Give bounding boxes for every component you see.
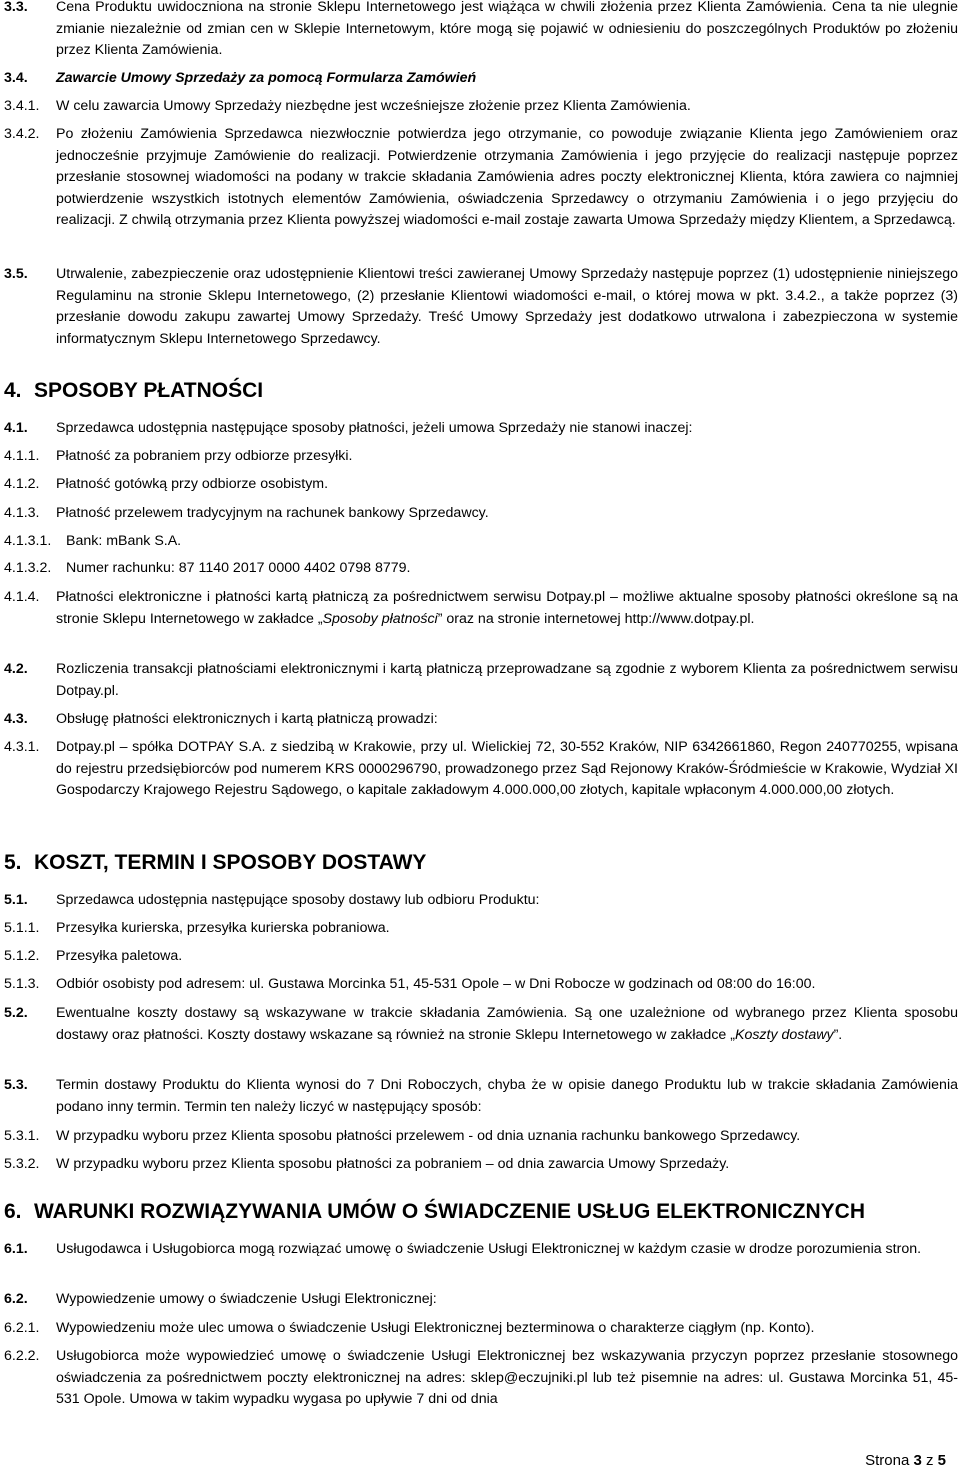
section-text: Cena Produktu uwidoczniona na stronie Sklepu Internetowego jest wiążąca w chwili złożenia przez Klienta Zamówienia. Cena ta nie ulegnie zmianie niezależnie od zmian cen w Sklepie Internetowym, które mogą się pojawić w odniesieniu do poszczególnych Produktów po złożeniu przez Klienta Zamówienia. xyxy=(56,0,958,59)
section-6-2 xyxy=(4,1289,958,1311)
section-5-1 xyxy=(4,890,958,912)
chapter-number: 4. xyxy=(4,379,22,402)
italic-term: Koszty dostawy xyxy=(734,1026,834,1043)
section-6-2-2 xyxy=(4,1346,958,1411)
section-text xyxy=(56,1003,958,1046)
chapter-4-heading xyxy=(4,378,958,404)
section-4-1-3-1 xyxy=(4,531,958,553)
section-4-1-2 xyxy=(4,474,958,496)
section-number: 6.2.1. xyxy=(4,1320,40,1336)
section-4-1 xyxy=(4,418,958,440)
section-4-3 xyxy=(4,709,958,731)
section-4-2 xyxy=(4,659,958,702)
page-footer xyxy=(865,1452,946,1470)
text-part: Płatności elektroniczne i płatności kartą płatniczą za pośrednictwem serwisu Dotpay.pl – możliwe aktualne sposoby płatności określone są na stronie Sklepu Internetowego w zakładce „ xyxy=(56,589,958,627)
section-text: Płatność gotówką przy odbiorze osobistym. xyxy=(56,476,329,492)
section-number: 3.4.2. xyxy=(4,126,40,142)
chapter-number: 6. xyxy=(4,1200,22,1223)
text-part: Ewentualne koszty dostawy są wskazywane w trakcie składania Zamówienia. Są one uzależnione od wybranego przez Klienta sposobu dostawy oraz płatności. Koszty dostawy wskazane są również na stronie Sklepu Internetowego w zakładce „ xyxy=(56,1005,958,1043)
section-5-3-1 xyxy=(4,1126,958,1148)
section-4-3-1 xyxy=(4,737,958,802)
section-5-1-3 xyxy=(4,974,958,996)
section-text: Rozliczenia transakcji płatnościami elektronicznymi i kartą płatniczą przeprowadzane są zgodnie z wyborem Klienta za pośrednictwem serwisu Dotpay.pl. xyxy=(56,661,958,699)
section-number: 4.1. xyxy=(4,420,28,436)
section-5-3 xyxy=(4,1075,958,1118)
section-5-1-1 xyxy=(4,918,958,940)
section-text: Termin dostawy Produktu do Klienta wynosi do 7 Dni Roboczych, chyba że w opisie danego Produktu lub w trakcie składania Zamówienia podano inny termin. Termin ten należy liczyć w następujący sposób: xyxy=(56,1077,958,1115)
section-title: Zawarcie Umowy Sprzedaży za pomocą Formularza Zamówień xyxy=(56,70,477,86)
section-number: 5.3.1. xyxy=(4,1128,40,1144)
section-4-1-3 xyxy=(4,503,958,525)
text-part: ” oraz na stronie internetowej http://www.dotpay.pl. xyxy=(437,610,755,627)
section-text: Sprzedawca udostępnia następujące sposoby płatności, jeżeli umowa Sprzedaży nie stanowi inaczej: xyxy=(56,420,693,436)
section-number: 6.1. xyxy=(4,1241,28,1257)
section-3-5 xyxy=(4,264,958,350)
section-text: Po złożeniu Zamówienia Sprzedawca niezwłocznie potwierdza jego otrzymanie, co powoduje związanie Klienta jego Zamówieniem oraz jednocześnie przyjmuje Zamówienie do realizacji. Potwierdzenie otrzymania Zamówienia i jego przyjęcie do realizacji następuje poprzez przesłanie stosownej wiadomości na podany w trakcie składania Zamówienia adres poczty elektronicznej Klienta, która zawiera co najmniej potwierdzenie wszystkich istotnych elementów Zamówienia, oświadczenia Sprzedawcy o otrzymaniu Zamówienia i o jego przyjęciu do realizacji. Z chwilą otrzymania przez Klienta powyższej wiadomości e-mail zostaje zawarta Umowa Sprzedaży między Klientem, a Sprzedawcą. xyxy=(56,126,958,229)
section-text: Bank: mBank S.A. xyxy=(66,533,182,549)
italic-term: Sposoby płatności xyxy=(322,610,438,627)
section-3-4-1 xyxy=(4,96,958,118)
section-text: Sprzedawca udostępnia następujące sposoby dostawy lub odbioru Produktu: xyxy=(56,892,540,908)
section-number: 5.3. xyxy=(4,1077,28,1093)
section-4-1-3-2 xyxy=(4,558,958,580)
page-sep: z xyxy=(925,1452,934,1469)
section-3-4-heading xyxy=(4,68,476,90)
section-text: Przesyłka paletowa. xyxy=(56,948,183,964)
section-text xyxy=(56,587,958,630)
section-5-1-2 xyxy=(4,946,958,968)
section-3-3 xyxy=(4,0,958,62)
section-text: Usługobiorca może wypowiedzieć umowę o świadczenie Usługi Elektronicznej bez wskazywania przyczyn poprzez przesłanie stosownego oświadczenia za pośrednictwem poczty elektronicznej na adres: sklep@eczujniki.pl lub też pisemnie na adres: ul. Gustawa Morcinka 51, 45-531 Opole. Umowa w takim wypadku wygasa po upływie 7 dni od dnia xyxy=(56,1348,958,1408)
section-number: 6.2.2. xyxy=(4,1348,40,1364)
section-text: W celu zawarcia Umowy Sprzedaży niezbędne jest wcześniejsze złożenie przez Klienta Zamówienia. xyxy=(56,98,691,114)
section-number: 4.1.3.1. xyxy=(4,533,52,549)
section-text: Wypowiedzeniu może ulec umowa o świadczenie Usługi Elektronicznej bezterminowa o charakterze ciągłym (np. Konto). xyxy=(56,1320,815,1336)
text-part: ”. xyxy=(833,1026,843,1043)
section-6-2-1 xyxy=(4,1318,958,1340)
section-number: 5.3.2. xyxy=(4,1156,40,1172)
section-number: 3.3. xyxy=(4,0,28,15)
section-number: 4.3.1. xyxy=(4,739,40,755)
chapter-title: SPOSOBY PŁATNOŚCI xyxy=(34,379,264,402)
section-number: 4.1.1. xyxy=(4,448,40,464)
section-text: Płatność przelewem tradycyjnym na rachunek bankowy Sprzedawcy. xyxy=(56,505,489,521)
section-number: 5.2. xyxy=(4,1005,28,1021)
section-number: 5.1.1. xyxy=(4,920,40,936)
section-number: 3.4.1. xyxy=(4,98,40,114)
section-number: 5.1. xyxy=(4,892,28,908)
section-5-2 xyxy=(4,1003,958,1046)
section-number: 4.1.2. xyxy=(4,476,40,492)
section-text: W przypadku wyboru przez Klienta sposobu płatności przelewem - od dnia uznania rachunku bankowego Sprzedawcy. xyxy=(56,1128,801,1144)
section-text: Dotpay.pl – spółka DOTPAY S.A. z siedzibą w Krakowie, przy ul. Wielickiej 72, 30-552 Kraków, NIP 6342661860, Regon 240770255, wpisana do rejestru przedsiębiorców pod numerem KRS 0000296790, prowadzonego przez Sąd Rejonowy Kraków-Śródmieście w Krakowie, Wydział XI Gospodarczy Krajowego Rejestru Sądowego, o kapitale zakładowym 4.000.000,00 złotych, kapitale wpłaconym 4.000.000,00 złotych. xyxy=(56,739,958,799)
section-number: 4.1.4. xyxy=(4,589,40,605)
page-label: Strona xyxy=(865,1452,910,1469)
chapter-number: 5. xyxy=(4,851,22,874)
section-text: Odbiór osobisty pod adresem: ul. Gustawa Morcinka 51, 45-531 Opole – w Dni Robocze w godzinach od 08:00 do 16:00. xyxy=(56,976,816,992)
chapter-5-heading xyxy=(4,850,958,876)
section-text: Obsługę płatności elektronicznych i kartą płatniczą prowadzi: xyxy=(56,711,438,727)
chapter-title: WARUNKI ROZWIĄZYWANIA UMÓW O ŚWIADCZENIE USŁUG ELEKTRONICZNYCH xyxy=(34,1200,866,1223)
section-3-4-2 xyxy=(4,124,958,232)
section-text: W przypadku wyboru przez Klienta sposobu płatności za pobraniem – od dnia zawarcia Umowy Sprzedaży. xyxy=(56,1156,730,1172)
total-pages: 5 xyxy=(937,1452,946,1469)
section-text: Płatność za pobraniem przy odbiorze przesyłki. xyxy=(56,448,353,464)
current-page: 3 xyxy=(913,1452,922,1469)
section-text: Wypowiedzenie umowy o świadczenie Usługi Elektronicznej: xyxy=(56,1291,437,1307)
section-text: Utrwalenie, zabezpieczenie oraz udostępnienie Klientowi treści zawieranej Umowy Sprzedaży następuje poprzez (1) udostępnienie niniejszego Regulaminu na stronie Sklepu Internetowego, (2) przesłanie Klientowi wiadomości e-mail, o której mowa w pkt. 3.4.2., a także poprzez (3) przesłanie dowodu zakupu zawartej Umowy Sprzedaży. Treść Umowy Sprzedaży jest dodatkowo utrwalona i zabezpieczona w systemie informatycznym Sklepu Internetowego Sprzedawcy. xyxy=(56,266,958,347)
section-number: 5.1.2. xyxy=(4,948,40,964)
section-number: 4.1.3.2. xyxy=(4,560,52,576)
chapter-6-heading xyxy=(4,1199,958,1225)
section-text: Przesyłka kurierska, przesyłka kurierska pobraniowa. xyxy=(56,920,390,936)
section-number: 3.5. xyxy=(4,266,28,282)
chapter-title: KOSZT, TERMIN I SPOSOBY DOSTAWY xyxy=(34,851,427,874)
section-number: 4.3. xyxy=(4,711,28,727)
section-4-1-1 xyxy=(4,446,958,468)
section-number: 6.2. xyxy=(4,1291,28,1307)
section-6-1 xyxy=(4,1239,958,1261)
section-4-1-4 xyxy=(4,587,958,630)
section-text: Usługodawca i Usługobiorca mogą rozwiązać umowę o świadczenie Usługi Elektronicznej w każdym czasie w drodze porozumienia stron. xyxy=(56,1241,922,1257)
section-number: 3.4. xyxy=(4,70,28,86)
section-number: 4.2. xyxy=(4,661,28,677)
section-5-3-2 xyxy=(4,1154,958,1176)
section-number: 5.1.3. xyxy=(4,976,40,992)
section-number: 4.1.3. xyxy=(4,505,40,521)
section-text: Numer rachunku: 87 1140 2017 0000 4402 0798 8779. xyxy=(66,560,411,576)
